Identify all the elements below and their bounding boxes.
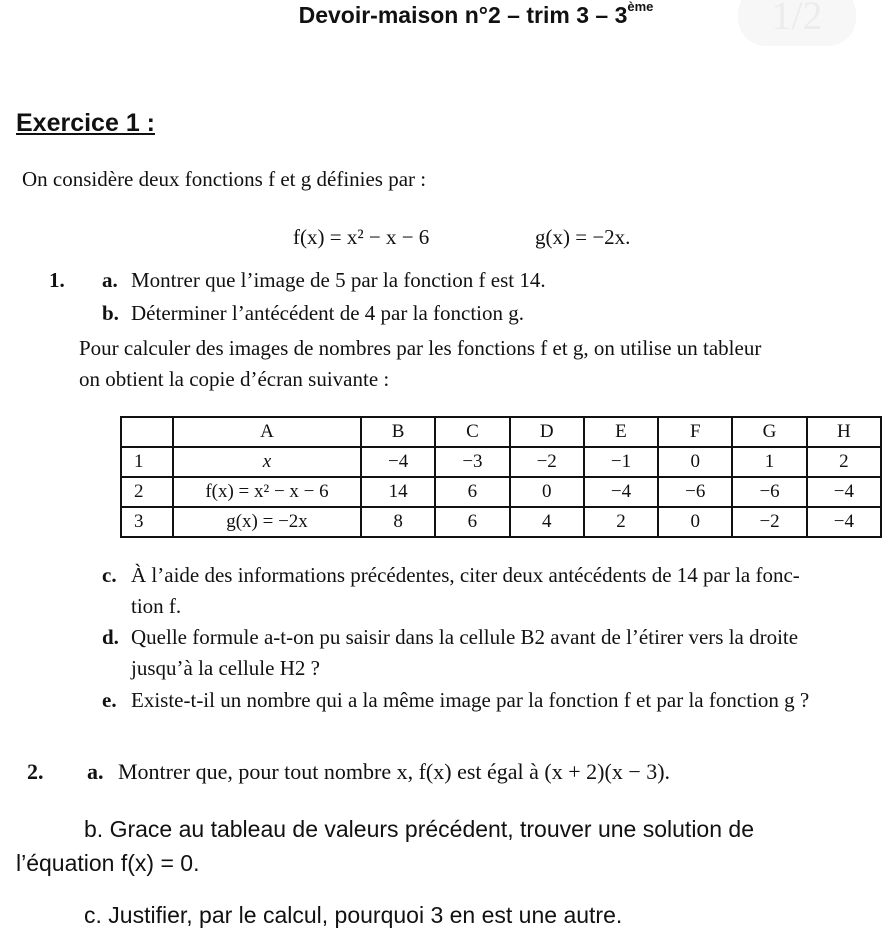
question-1-number: 1.	[49, 268, 65, 292]
cell-f3: 0	[658, 507, 732, 537]
cell-b3: 8	[361, 507, 435, 537]
col-header-f: F	[658, 417, 732, 447]
col-header-a: A	[173, 417, 361, 447]
cell-e1: −1	[584, 447, 658, 477]
cell-c2: 6	[435, 477, 509, 507]
question-1c-label: c.	[102, 563, 117, 587]
question-1d-line-2: jusqu’à la cellule H2 ?	[131, 656, 320, 680]
question-2b-line-1: b. Grace au tableau de valeurs précédent, trouver une solution de	[84, 816, 754, 842]
cell-d3: 4	[510, 507, 584, 537]
function-g-definition: g(x) = −2x.	[535, 225, 631, 249]
question-2-number: 2.	[27, 759, 44, 784]
col-header-d: D	[510, 417, 584, 447]
question-1e-text: Existe-t-il un nombre qui a la même image par la fonction f et par la fonction g ?	[131, 688, 810, 712]
cell-c3: 6	[435, 507, 509, 537]
cell-g1: 1	[732, 447, 806, 477]
cell-f1: 0	[658, 447, 732, 477]
cell-a1: x	[173, 447, 361, 477]
page-title	[0, 2, 892, 29]
question-1d-label: d.	[102, 625, 119, 649]
question-1e-label: e.	[102, 688, 117, 712]
exercise-title: Exercice 1 :	[16, 109, 155, 137]
question-1c-line-2: tion f.	[131, 594, 182, 618]
spreadsheet-header-row	[121, 417, 881, 447]
question-1b-text: Déterminer l’antécédent de 4 par la fonction g.	[131, 301, 524, 325]
cell-f2: −6	[658, 477, 732, 507]
spreadsheet-row-3	[121, 507, 881, 537]
question-1d-line-1: Quelle formule a-t-on pu saisir dans la cellule B2 avant de l’étirer vers la droite	[131, 625, 799, 649]
cell-g2: −6	[732, 477, 806, 507]
cell-h2: −4	[807, 477, 881, 507]
title-text: Devoir-maison n°2 – trim 3 – 3	[298, 2, 628, 28]
row-number: 3	[121, 507, 173, 537]
col-header-b: B	[361, 417, 435, 447]
question-1a-label: a.	[102, 268, 118, 292]
cell-d2: 0	[510, 477, 584, 507]
row-number: 1	[121, 447, 173, 477]
title-superscript: ème	[627, 0, 654, 15]
question-1c-line-1: À l’aide des informations précédentes, citer deux antécédents de 14 par la fonc-	[131, 563, 800, 587]
spreadsheet-row-1	[121, 447, 881, 477]
paragraph-line-1: Pour calculer des images de nombres par les fonctions f et g, on utilise un tableur	[79, 336, 762, 360]
col-header-e: E	[584, 417, 658, 447]
cell-d1: −2	[510, 447, 584, 477]
cell-e2: −4	[584, 477, 658, 507]
row-number: 2	[121, 477, 173, 507]
question-1b-label: b.	[102, 301, 119, 325]
col-header-g: G	[732, 417, 806, 447]
cell-b2: 14	[361, 477, 435, 507]
question-2a-label: a.	[87, 759, 104, 784]
cell-a3: g(x) = −2x	[173, 507, 361, 537]
paragraph-line-2: on obtient la copie d’écran suivante :	[79, 367, 390, 391]
cell-c1: −3	[435, 447, 509, 477]
page-number-watermark: 1/2	[738, 0, 856, 46]
sheet-corner-cell	[121, 417, 173, 447]
function-f-definition: f(x) = x² − x − 6	[293, 225, 430, 249]
spreadsheet-table	[120, 416, 882, 538]
cell-b1: −4	[361, 447, 435, 477]
cell-e3: 2	[584, 507, 658, 537]
cell-h1: 2	[807, 447, 881, 477]
question-2c-text: c. Justifier, par le calcul, pourquoi 3 en est une autre.	[84, 902, 623, 928]
col-header-c: C	[435, 417, 509, 447]
cell-h3: −4	[807, 507, 881, 537]
question-1a-text: Montrer que l’image de 5 par la fonction f est 14.	[131, 268, 546, 292]
col-header-h: H	[807, 417, 881, 447]
cell-g3: −2	[732, 507, 806, 537]
cell-a2: f(x) = x² − x − 6	[173, 477, 361, 507]
spreadsheet-row-2	[121, 477, 881, 507]
exercise-intro: On considère deux fonctions f et g définies par :	[22, 167, 427, 191]
question-2b-line-2: l’équation f(x) = 0.	[16, 850, 200, 876]
question-2a-text: Montrer que, pour tout nombre x, f(x) est égal à (x + 2)(x − 3).	[118, 759, 671, 784]
